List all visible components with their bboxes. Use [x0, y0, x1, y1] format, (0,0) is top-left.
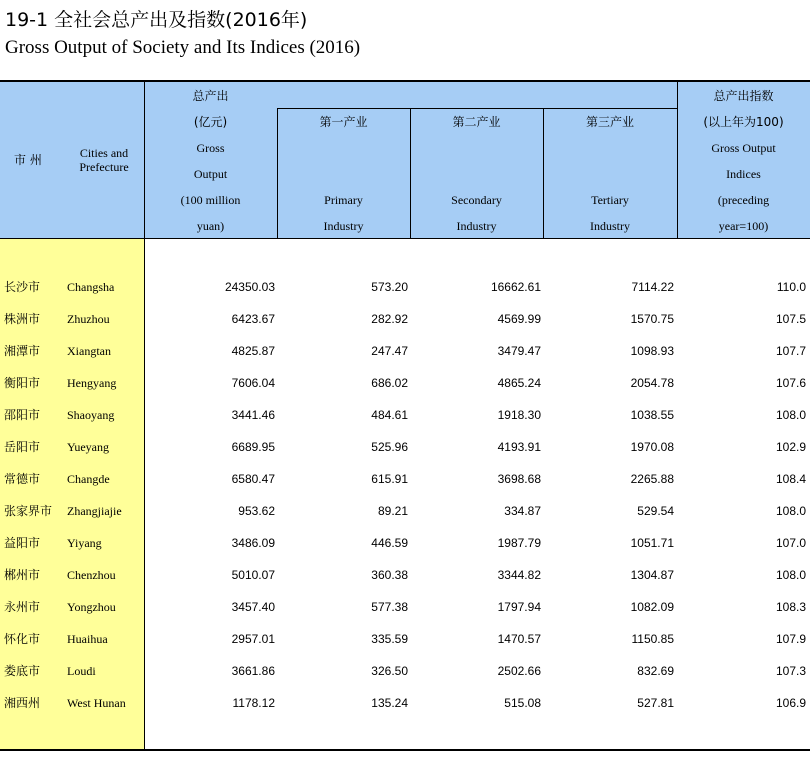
gross-output-value: 5010.07: [231, 568, 275, 582]
gross-output-index-value: 107.9: [775, 632, 806, 646]
tertiary-industry-value: 7114.22: [631, 280, 674, 294]
table-top-rule: [0, 80, 810, 82]
gross-output-value: 2957.01: [231, 632, 275, 646]
secondary-industry-value: 1987.79: [497, 536, 541, 550]
city-name-en: Zhuzhou: [67, 312, 110, 326]
table-row: [0, 463, 810, 495]
header-index-en-4: year=100): [718, 219, 769, 233]
gross-output-index-value: 107.3: [775, 664, 806, 678]
tertiary-industry-value: 1098.93: [630, 344, 674, 358]
gross-output-value: 24350.03: [224, 280, 275, 294]
gross-output-value: 3661.86: [231, 664, 275, 678]
primary-industry-value: 615.91: [371, 472, 408, 486]
gross-output-index-value: 107.6: [775, 376, 806, 390]
primary-industry-value: 686.02: [371, 376, 408, 390]
primary-industry-value: 573.20: [371, 280, 408, 294]
primary-industry-value: 525.96: [371, 440, 408, 454]
primary-industry-value: 326.50: [371, 664, 408, 678]
table-row: [0, 271, 810, 303]
city-name-en: Yongzhou: [67, 600, 116, 614]
gross-output-index-value: 108.4: [775, 472, 806, 486]
subheader-rule: [277, 108, 677, 109]
city-name-en: Loudi: [67, 664, 96, 678]
secondary-industry-value: 4569.99: [497, 312, 541, 326]
primary-industry-value: 89.21: [377, 504, 408, 518]
primary-industry-value: 484.61: [371, 408, 408, 422]
city-name-cn: 永州市: [4, 600, 41, 614]
header-tertiary-en-1: Tertiary: [591, 193, 629, 207]
header-city-en: Cities and Prefecture: [79, 146, 129, 174]
secondary-industry-value: 3698.68: [497, 472, 541, 486]
city-name-en: West Hunan: [67, 696, 126, 710]
city-name-en: Huaihua: [67, 632, 108, 646]
tertiary-industry-value: 1304.87: [630, 568, 674, 582]
city-name-cn: 长沙市: [4, 280, 41, 294]
header-tertiary-en-2: Industry: [590, 219, 630, 233]
city-name-cn: 张家界市: [4, 504, 53, 518]
primary-industry-value: 360.38: [371, 568, 408, 582]
secondary-industry-value: 16662.61: [490, 280, 541, 294]
tertiary-industry-value: 529.54: [637, 504, 674, 518]
divider-index: [677, 82, 678, 239]
city-name-en: Xiangtan: [67, 344, 111, 358]
primary-industry-value: 282.92: [371, 312, 408, 326]
secondary-industry-value: 1918.30: [497, 408, 541, 422]
city-name-en: Changsha: [67, 280, 115, 294]
header-city-cn: 市 州: [14, 153, 42, 167]
city-name-cn: 衡阳市: [4, 376, 41, 390]
tertiary-industry-value: 1038.55: [630, 408, 674, 422]
tertiary-industry-value: 1082.09: [630, 600, 674, 614]
city-name-en: Changde: [67, 472, 110, 486]
city-name-en: Yueyang: [67, 440, 109, 454]
secondary-industry-value: 1470.57: [497, 632, 541, 646]
header-primary-en-1: Primary: [324, 193, 363, 207]
tertiary-industry-value: 1150.85: [631, 632, 674, 646]
tertiary-industry-value: 1051.71: [630, 536, 674, 550]
primary-industry-value: 446.59: [371, 536, 408, 550]
primary-industry-value: 135.24: [371, 696, 408, 710]
primary-industry-value: 335.59: [371, 632, 408, 646]
table-row: [0, 559, 810, 591]
gross-output-index-value: 110.0: [776, 280, 806, 294]
city-name-en: Yiyang: [67, 536, 102, 550]
city-name-cn: 湘西州: [4, 696, 41, 710]
header-index-en-3: (preceding: [717, 193, 770, 207]
table-bottom-rule: [0, 749, 810, 751]
gross-output-value: 1178.12: [232, 696, 275, 710]
gross-output-value: 3441.46: [231, 408, 275, 422]
table-row: [0, 399, 810, 431]
header-index-en-2: Indices: [726, 167, 761, 181]
gross-output-index-value: 108.3: [775, 600, 806, 614]
gross-output-value: 6689.95: [231, 440, 275, 454]
gross-output-index-value: 108.0: [775, 568, 806, 582]
city-name-cn: 邵阳市: [4, 408, 41, 422]
gross-output-value: 6423.67: [231, 312, 275, 326]
header-bottom-rule: [0, 238, 810, 239]
gross-output-index-value: 102.9: [775, 440, 806, 454]
gross-output-table: [0, 80, 810, 752]
table-row: [0, 431, 810, 463]
gross-output-value: 6580.47: [231, 472, 275, 486]
header-secondary-cn: 第二产业: [452, 115, 501, 129]
gross-output-index-value: 107.0: [775, 536, 806, 550]
header-gross-en-4: yuan): [196, 219, 225, 233]
city-name-cn: 益阳市: [4, 536, 41, 550]
gross-output-index-value: 107.7: [775, 344, 806, 358]
header-index-en-1: Gross Output: [711, 141, 776, 155]
header-index-unit-cn: (以上年为100): [703, 115, 784, 129]
table-row: [0, 655, 810, 687]
secondary-industry-value: 4865.24: [497, 376, 541, 390]
header-secondary-en-2: Industry: [456, 219, 497, 233]
tertiary-industry-value: 832.69: [637, 664, 674, 678]
secondary-industry-value: 4193.91: [497, 440, 541, 454]
city-name-cn: 郴州市: [4, 568, 41, 582]
tertiary-industry-value: 2265.88: [630, 472, 674, 486]
primary-industry-value: 247.47: [371, 344, 408, 358]
table-row: [0, 687, 810, 719]
table-row: [0, 527, 810, 559]
table-row: [0, 495, 810, 527]
table-row: [0, 303, 810, 335]
secondary-industry-value: 3344.82: [497, 568, 541, 582]
primary-industry-value: 577.38: [371, 600, 408, 614]
table-row: [0, 367, 810, 399]
header-primary-en-2: Industry: [323, 219, 364, 233]
secondary-industry-value: 1797.94: [497, 600, 541, 614]
header-tertiary-cn: 第三产业: [585, 115, 634, 129]
secondary-industry-value: 2502.66: [497, 664, 541, 678]
gross-output-value: 3486.09: [231, 536, 275, 550]
gross-output-value: 4825.87: [231, 344, 275, 358]
secondary-industry-value: 515.08: [504, 696, 541, 710]
header-gross-en-2: Output: [193, 167, 228, 181]
table-title-chinese: 19-1 全社会总产出及指数(2016年): [5, 9, 308, 31]
gross-output-value: 3457.40: [231, 600, 275, 614]
tertiary-industry-value: 1570.75: [630, 312, 674, 326]
city-name-en: Hengyang: [67, 376, 117, 390]
gross-output-index-value: 106.9: [775, 696, 806, 710]
city-name-cn: 常德市: [4, 472, 41, 486]
secondary-industry-value: 334.87: [504, 504, 541, 518]
header-gross-cn: 总产出: [192, 89, 229, 103]
header-gross-unit-cn: (亿元): [193, 115, 228, 129]
header-primary-cn: 第一产业: [319, 115, 368, 129]
header-index-cn: 总产出指数: [713, 89, 774, 103]
table-title-english: Gross Output of Society and Its Indices (2016): [5, 37, 361, 58]
tertiary-industry-value: 2054.78: [630, 376, 674, 390]
header-secondary-en-1: Secondary: [451, 193, 502, 207]
city-name-cn: 娄底市: [4, 664, 41, 678]
header-gross-en-1: Gross: [196, 141, 225, 155]
table-row: [0, 335, 810, 367]
city-name-cn: 湘潭市: [4, 344, 41, 358]
gross-output-index-value: 107.5: [775, 312, 806, 326]
city-name-cn: 怀化市: [4, 632, 41, 646]
gross-output-index-value: 108.0: [775, 504, 806, 518]
city-name-en: Zhangjiajie: [67, 504, 122, 518]
gross-output-value: 953.62: [238, 504, 275, 518]
gross-output-index-value: 108.0: [775, 408, 806, 422]
city-name-en: Shaoyang: [67, 408, 115, 422]
city-name-cn: 岳阳市: [4, 440, 41, 454]
city-name-cn: 株洲市: [4, 312, 41, 326]
table-row: [0, 623, 810, 655]
tertiary-industry-value: 1970.08: [630, 440, 674, 454]
city-name-en: Chenzhou: [67, 568, 116, 582]
secondary-industry-value: 3479.47: [497, 344, 541, 358]
header-gross-en-3: (100 million: [180, 193, 241, 207]
gross-output-value: 7606.04: [231, 376, 275, 390]
table-row: [0, 591, 810, 623]
tertiary-industry-value: 527.81: [637, 696, 674, 710]
